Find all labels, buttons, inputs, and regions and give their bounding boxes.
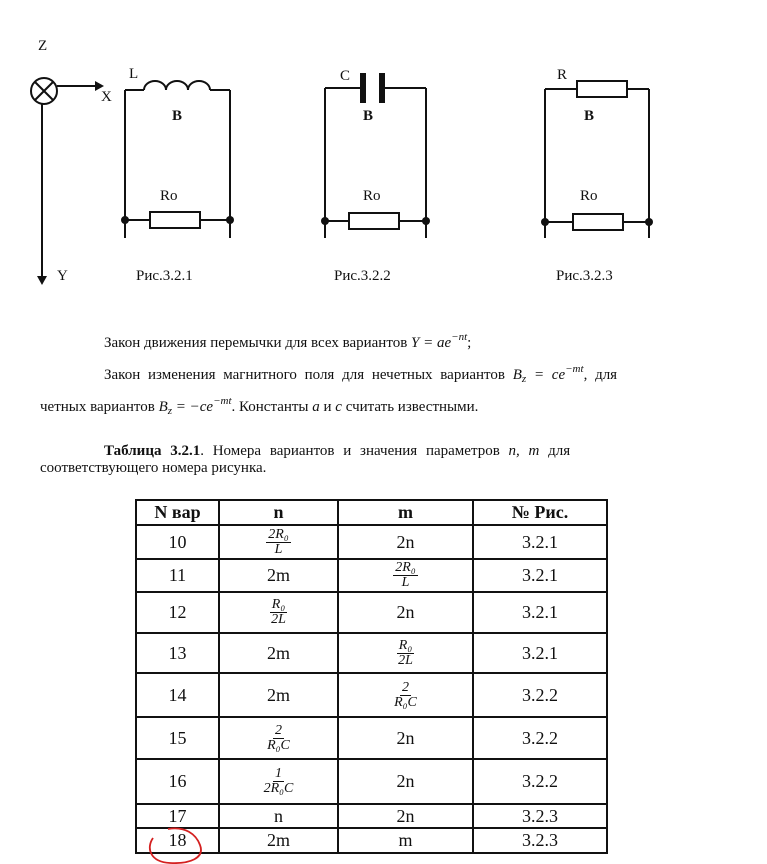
figure-3-2-1-circuit [125, 81, 230, 238]
cell-variant: 12 [136, 592, 219, 633]
formula: = ce [526, 367, 566, 383]
numerator: 2R₀ [268, 526, 289, 542]
fraction [262, 767, 296, 796]
fraction [266, 528, 290, 557]
cell-figure: 3.2.1 [473, 633, 607, 673]
cell-variant: 16 [136, 759, 219, 804]
text: для [539, 443, 571, 459]
figure-3-2-2-circuit [325, 88, 426, 238]
cell-n: 2m [219, 559, 338, 592]
table-caption [104, 442, 570, 460]
table-caption-line2: соответствующего номера рисунка. [40, 460, 267, 476]
numerator: R₀ [398, 637, 413, 653]
cell-figure: 3.2.1 [473, 559, 607, 592]
figure-3-2-3-circuit [545, 81, 649, 238]
capacitor-plate [379, 73, 385, 103]
resistor-ro [349, 213, 399, 229]
capacitor-label: C [340, 68, 351, 84]
table-row [136, 673, 607, 717]
field-label: B [584, 108, 595, 124]
denominator: 2R₀C [263, 781, 294, 796]
cell-variant: 13 [136, 633, 219, 673]
resistor-label: Ro [363, 188, 381, 204]
node-dot [121, 216, 129, 224]
inductor-label: L [129, 66, 139, 82]
subscript: z [167, 405, 173, 417]
capacitor-plate [360, 73, 366, 103]
exponent: −mt [213, 395, 232, 407]
table-row [136, 633, 607, 673]
table-header-row [136, 500, 607, 525]
text: считать известными. [341, 399, 479, 415]
fraction [269, 598, 288, 627]
formula: = −ce [172, 399, 214, 415]
cell-figure: 3.2.2 [473, 759, 607, 804]
cell-n [219, 717, 338, 759]
table-row [136, 559, 607, 592]
field-law-paragraph [104, 360, 617, 388]
denominator: R₀C [267, 737, 290, 753]
denominator: L [401, 575, 410, 590]
cell-variant: 11 [136, 559, 219, 592]
node-dot [422, 217, 430, 225]
header-n: n [219, 500, 338, 525]
table-row [136, 592, 607, 633]
y-axis-label: Y [57, 268, 68, 284]
fraction [396, 639, 415, 668]
text: и [319, 399, 336, 415]
node-dot [321, 217, 329, 225]
cell-n [219, 592, 338, 633]
resistor-r [577, 81, 627, 97]
text: . Константы [231, 399, 313, 415]
formula: = ae [419, 335, 452, 351]
z-axis-label: Z [38, 38, 48, 54]
cell-m [338, 673, 473, 717]
denominator: L [274, 541, 283, 557]
formula-var: B [158, 399, 168, 415]
cell-m: 2n [338, 804, 473, 828]
fraction [393, 561, 417, 590]
text: . Номера вариантов и значения параметров [200, 443, 509, 459]
const-a: a [312, 399, 320, 415]
cell-variant: 15 [136, 717, 219, 759]
x-axis-label: X [101, 89, 112, 105]
node-dot [541, 218, 549, 226]
cell-n: 2m [219, 828, 338, 853]
resistor-ro [573, 214, 623, 230]
text: ; [467, 335, 472, 351]
figure-caption: Рис.3.2.2 [334, 268, 391, 284]
exponent: −mt [565, 363, 584, 375]
cell-m: 2n [338, 759, 473, 804]
formula-var: Y [411, 335, 420, 351]
cell-m: 2n [338, 717, 473, 759]
header-figure: № Рис. [473, 500, 607, 525]
node-dot [645, 218, 653, 226]
table-row [136, 717, 607, 759]
cell-figure: 3.2.3 [473, 804, 607, 828]
resistor-label: Ro [160, 188, 178, 204]
fraction [265, 724, 292, 753]
cell-figure: 3.2.2 [473, 673, 607, 717]
numerator: 2 [274, 722, 282, 738]
node-dot [226, 216, 234, 224]
cell-n [219, 525, 338, 559]
numerator: 1 [274, 766, 282, 781]
resistor-label: Ro [580, 188, 598, 204]
const-c: c [335, 399, 342, 415]
inductor-coil [144, 81, 210, 90]
text: , для [583, 367, 618, 383]
field-law-paragraph-cont [40, 392, 478, 420]
motion-law-paragraph [104, 328, 471, 352]
table-caption-title: Таблица 3.2.1 [104, 443, 201, 459]
cell-m: m [338, 828, 473, 853]
formula-var: B [512, 367, 522, 383]
cell-m: 2n [338, 525, 473, 559]
figure-caption: Рис.3.2.1 [136, 268, 193, 284]
circuit-diagrams [0, 0, 767, 300]
exponent: −nt [451, 331, 468, 343]
table-row [136, 759, 607, 804]
fraction [392, 681, 419, 710]
table-row [136, 804, 607, 828]
text: Закон изменения магнитного поля для нечетных вариантов [104, 367, 513, 383]
text: Закон движения перемычки для всех вариантов [104, 335, 412, 351]
figure-caption: Рис.3.2.3 [556, 268, 613, 284]
cell-variant: 18 [136, 828, 219, 853]
subscript: z [521, 373, 527, 385]
table-row [136, 525, 607, 559]
cell-variant: 14 [136, 673, 219, 717]
cell-n: 2m [219, 633, 338, 673]
table-row [136, 828, 607, 853]
cell-figure: 3.2.2 [473, 717, 607, 759]
denominator: 2L [398, 652, 413, 668]
header-m: m [338, 500, 473, 525]
numerator: R₀ [271, 597, 286, 612]
params: n, m [508, 443, 540, 459]
cell-figure: 3.2.1 [473, 592, 607, 633]
cell-n: 2m [219, 673, 338, 717]
variants-table [135, 499, 608, 854]
cell-figure: 3.2.1 [473, 525, 607, 559]
field-label: B [363, 108, 374, 124]
cell-variant: 17 [136, 804, 219, 828]
text: четных вариантов [40, 399, 159, 415]
resistor-ro [150, 212, 200, 228]
denominator: 2L [271, 612, 286, 627]
header-variant: N вар [136, 500, 219, 525]
cell-variant: 10 [136, 525, 219, 559]
field-label: B [172, 108, 183, 124]
cell-n [219, 759, 338, 804]
denominator: R₀C [394, 694, 417, 710]
cell-n: n [219, 804, 338, 828]
cell-m: 2n [338, 592, 473, 633]
cell-figure: 3.2.3 [473, 828, 607, 853]
resistor-element-label: R [557, 67, 568, 83]
cell-m [338, 633, 473, 673]
numerator: 2 [401, 679, 409, 695]
numerator: 2R₀ [395, 560, 416, 575]
cell-m [338, 559, 473, 592]
